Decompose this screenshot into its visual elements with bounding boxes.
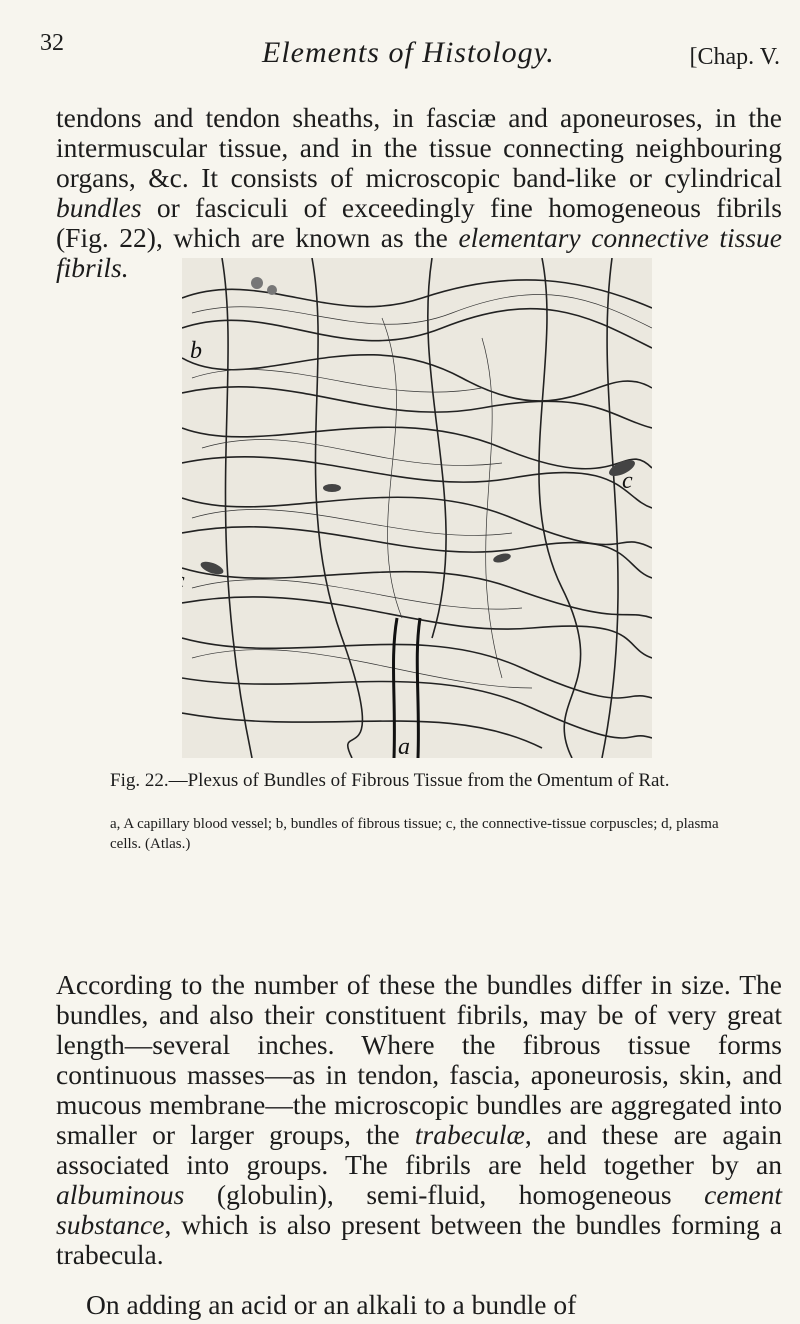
- emphasis-fibrils: elementary connective tissue fibrils.: [56, 222, 782, 283]
- running-header: [40, 30, 780, 80]
- paragraph-text: , and these are again associated into groups. The fibrils are held together by an: [56, 1119, 782, 1180]
- emphasis-cement-substance: cement substance: [56, 1179, 782, 1240]
- figure-22-illustration: [182, 258, 652, 758]
- chapter-reference: [Chap. V.: [689, 44, 780, 70]
- paragraph-text: (globulin), semi-fluid, homogeneous: [184, 1179, 705, 1210]
- label-b: b: [190, 338, 202, 364]
- figure-caption-title: Fig. 22.—Plexus of Bundles of Fibrous Tissue from the Omentum of Rat.: [110, 770, 670, 791]
- label-c-left: [182, 568, 185, 594]
- label-c-right: c: [622, 468, 633, 494]
- running-title: Elements of Histology.: [262, 36, 555, 69]
- body-paragraph-3: On adding an acid or an alkali to a bundle of: [86, 1289, 577, 1320]
- emphasis-albuminous: albuminous: [56, 1179, 185, 1210]
- label-a: a: [398, 734, 410, 758]
- page-number: 32: [40, 30, 64, 56]
- body-paragraph-2: [56, 970, 782, 1270]
- emphasis-bundles: bundles: [56, 192, 142, 223]
- emphasis-trabeculae: trabeculæ: [414, 1119, 525, 1150]
- paragraph-text: , which is also present between the bundles forming a trabecula.: [56, 1209, 782, 1270]
- paragraph-text: or fasciculi of exceedingly fine homogeneous fibrils (Fig. 22), which are known as the: [56, 192, 782, 253]
- paragraph-text: According to the number of these the bundles differ in size. The bundles, and also their constituent fibrils, may be of very great length—several inches. Where the fibrous tissue forms continuous masses—as in tendon, fascia, aponeurosis, skin, and mucous membrane—the microscopic bundles are aggregated into smaller or larger groups, the: [56, 969, 782, 1150]
- label-d: [240, 258, 253, 260]
- body-paragraph-1: [56, 103, 782, 283]
- paragraph-text: tendons and tendon sheaths, in fasciæ and aponeuroses, in the intermuscular tissue, and in the tissue connecting neighbouring organs, &c. It consists of microscopic band-like or cylindrical: [56, 102, 782, 193]
- figure-caption-detail: a, A capillary blood vessel; b, bundles of fibrous tissue; c, the connective-tissue corpuscles; d, plasma cells. (Atlas.): [110, 816, 719, 852]
- fibrous-tissue-drawing: [182, 258, 652, 758]
